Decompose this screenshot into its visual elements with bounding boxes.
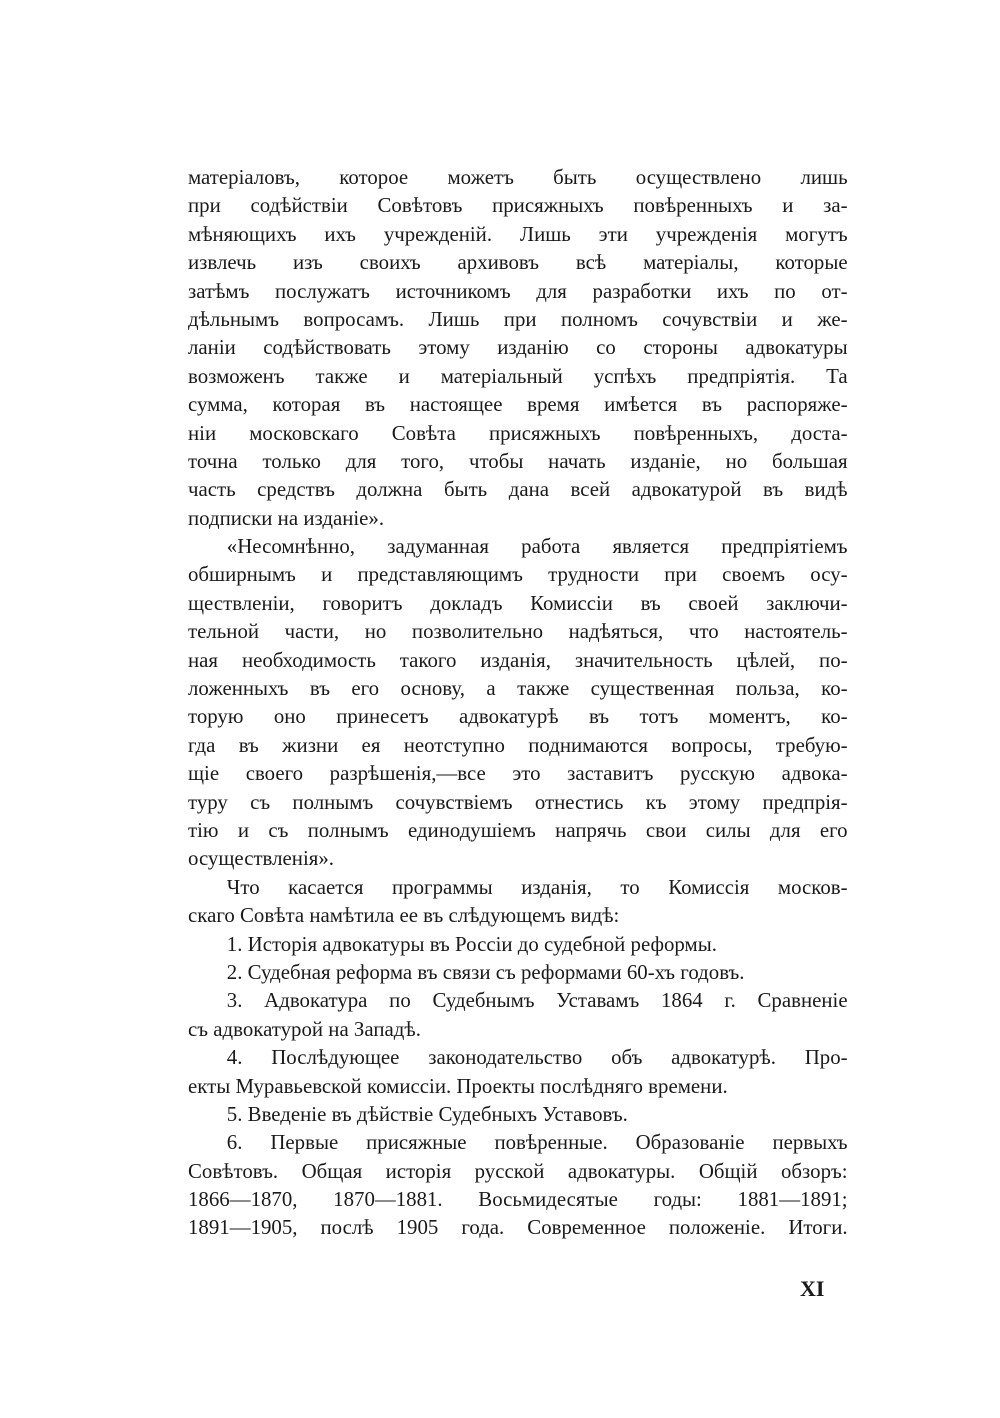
paragraph xyxy=(188,930,848,958)
text-line: екты Муравьевской комиссіи. Проекты послѣдняго времени. xyxy=(188,1073,728,1098)
text-line: съ адвокатурой на Западѣ. xyxy=(188,1016,421,1041)
text-line: ществленіи, говоритъ докладъ Комиссіи въ своей заключи- xyxy=(188,590,848,615)
text-line: 4. Послѣдующее законодательство объ адвокатурѣ. Про- xyxy=(226,1045,848,1070)
text-line: обширнымъ и представляющимъ трудности при своемъ осу- xyxy=(188,562,848,587)
text-line: осуществленія». xyxy=(188,846,334,871)
text-line: при содѣйствіи Совѣтовъ присяжныхъ повѣренныхъ и за- xyxy=(188,193,848,218)
paragraph xyxy=(188,1100,848,1128)
text-line: туру съ полнымъ сочувствіемъ отнестись къ этому предпрія- xyxy=(188,789,848,814)
text-line: извлечь изъ своихъ архивовъ всѣ матеріалы, которые xyxy=(188,250,848,275)
text-line: щіе своего разрѣшенія,—все это заставитъ русскую адвока- xyxy=(188,761,848,786)
page-number: XI xyxy=(800,1276,825,1301)
text-line: ложенныхъ въ его основу, а также существенная польза, ко- xyxy=(188,676,848,701)
text-line: Что касается программы изданія, то Комиссія москов- xyxy=(226,874,848,899)
text-line: ланіи содѣйствовать этому изданію со стороны адвокатуры xyxy=(188,335,848,360)
text-line: 1. Исторія адвокатуры въ Россіи до судебной реформы. xyxy=(226,931,717,956)
text-line: скаго Совѣта намѣтила ее въ слѣдующемъ видѣ: xyxy=(188,903,620,928)
text-line: затѣмъ послужатъ источникомъ для разработки ихъ по от- xyxy=(188,278,848,303)
text-line: 1866—1870, 1870—1881. Восьмидесятые годы: 1881—1891; xyxy=(188,1187,848,1212)
text-line: мѣняющихъ ихъ учрежденій. Лишь эти учрежденія могутъ xyxy=(188,221,848,246)
text-line: возможенъ также и матеріальный успѣхъ предпріятія. Та xyxy=(188,363,848,388)
paragraph xyxy=(188,1128,848,1242)
text-line: тельной части, но позволительно надѣяться, что настоятель- xyxy=(188,619,848,644)
page-body xyxy=(188,163,848,1242)
text-line: 5. Введеніе въ дѣйствіе Судебныхъ Уставовъ. xyxy=(226,1101,628,1126)
text-line: 3. Адвокатура по Судебнымъ Уставамъ 1864 г. Сравненіе xyxy=(226,988,848,1013)
text-line: дѣльнымъ вопросамъ. Лишь при полномъ сочувствіи и же- xyxy=(188,306,848,331)
text-line: подписки на изданіе». xyxy=(188,505,385,530)
text-line: 6. Первые присяжные повѣренные. Образованіе первыхъ xyxy=(226,1130,848,1155)
text-line: 1891—1905, послѣ 1905 года. Современное положеніе. Итоги. xyxy=(188,1215,848,1240)
text-line: 2. Судебная реформа въ связи съ реформами 60-хъ годовъ. xyxy=(226,959,745,984)
paragraph xyxy=(188,532,848,873)
paragraph xyxy=(188,986,848,1043)
text-line: Совѣтовъ. Общая исторія русской адвокатуры. Общій обзоръ: xyxy=(188,1158,848,1183)
paragraph xyxy=(188,958,848,986)
text-line: ніи московскаго Совѣта присяжныхъ повѣренныхъ, доста- xyxy=(188,420,848,445)
text-line: точна только для того, чтобы начать изданіе, но большая xyxy=(188,448,848,473)
text-line: торую оно принесетъ адвокатурѣ въ тотъ моментъ, ко- xyxy=(188,704,848,729)
text-line: матеріаловъ, которое можетъ быть осуществлено лишь xyxy=(188,165,848,189)
text-line: гда въ жизни ея неотступно поднимаются вопросы, требую- xyxy=(188,732,848,757)
paragraph xyxy=(188,1043,848,1100)
text-line: ная необходимость такого изданія, значительность цѣлей, по- xyxy=(188,647,848,672)
paragraph xyxy=(188,163,848,532)
paragraph xyxy=(188,873,848,930)
text-line: сумма, которая въ настоящее время имѣется въ распоряже- xyxy=(188,392,848,417)
text-line: тію и съ полнымъ единодушіемъ напрячь свои силы для его xyxy=(188,817,848,842)
text-line: «Несомнѣнно, задуманная работа является предпріятіемъ xyxy=(226,534,848,559)
text-line: часть средствъ должна быть дана всей адвокатурой въ видѣ xyxy=(188,477,848,502)
